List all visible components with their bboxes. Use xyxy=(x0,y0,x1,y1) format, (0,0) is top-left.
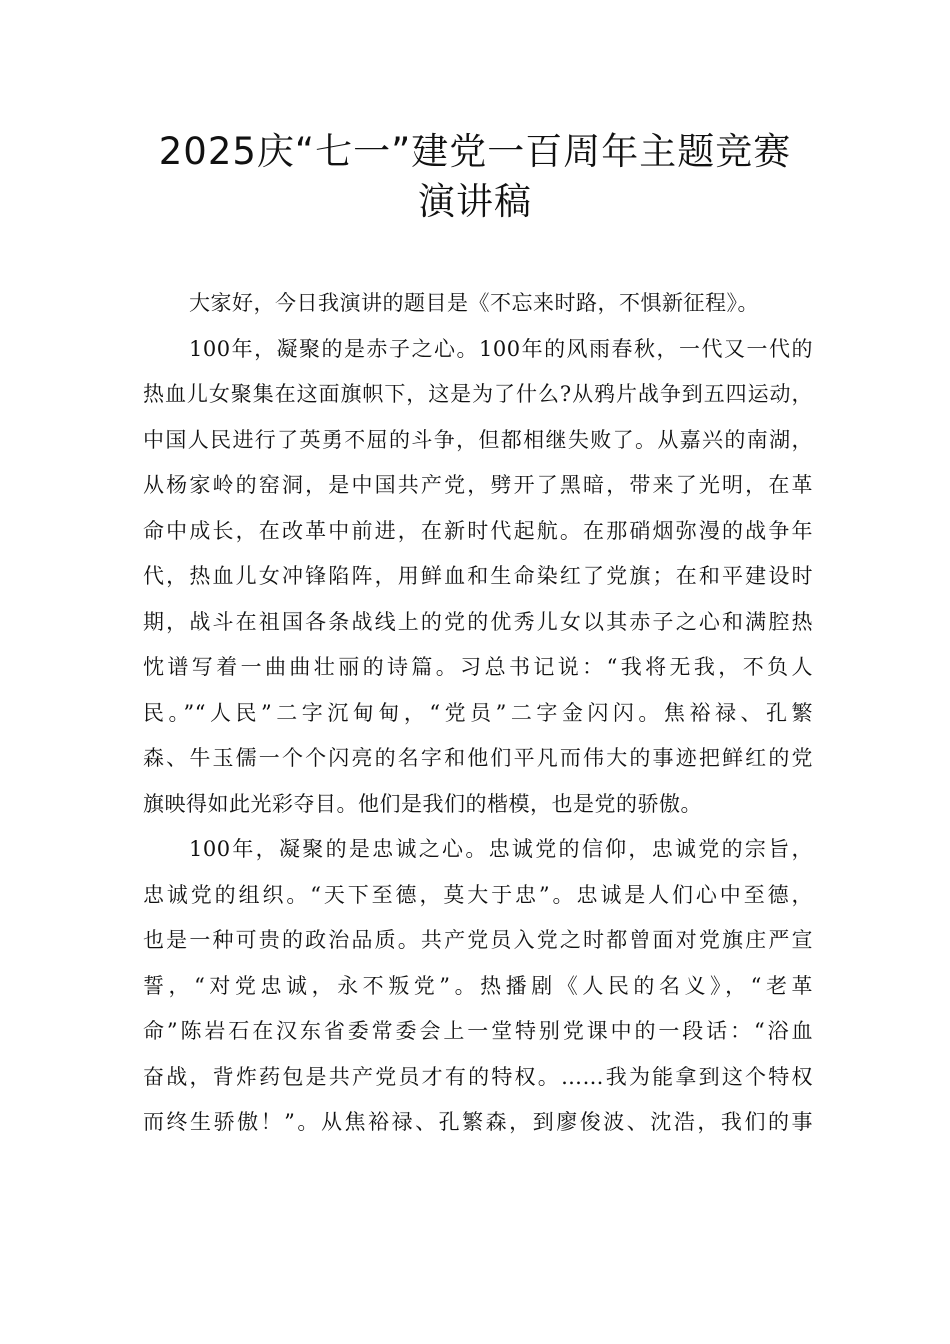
paragraph-line: 大家好，今日我演讲的题目是《不忘来时路，不惧新征程》。 xyxy=(189,291,759,315)
document-body xyxy=(143,281,813,1146)
title-line-2: 演讲稿 xyxy=(418,180,532,223)
paragraph-line: 命中成长，在改革中前进，在新时代起航。在那硝烟弥漫的战争年 xyxy=(143,518,813,543)
paragraph-line: 而终生骄傲！”。从焦裕禄、孔繁森，到廖俊波、沈浩，我们的事 xyxy=(143,1110,813,1134)
paragraph-line: 代，热血儿女冲锋陷阵，用鲜血和生命染红了党旗；在和平建设时 xyxy=(143,564,813,588)
paragraph-line: 森、牛玉儒一个个闪亮的名字和他们平凡而伟大的事迹把鲜红的党 xyxy=(143,746,813,770)
paragraph-line: 誓，“对党忠诚，永不叛党”。热播剧《人民的名义》，“老革 xyxy=(143,973,813,998)
paragraph-line: 中国人民进行了英勇不屈的斗争，但都相继失败了。从嘉兴的南湖， xyxy=(143,427,813,452)
paragraph-line: 100年，凝聚的是忠诚之心。忠诚党的信仰，忠诚党的宗旨， xyxy=(189,837,813,861)
paragraph-line: 命”陈岩石在汉东省委常委会上一堂特别党课中的一段话：“浴血 xyxy=(143,1019,813,1043)
title-line-1: 2025庆“七一”建党一百周年主题竞赛 xyxy=(158,130,792,173)
paragraph-line: 旗映得如此光彩夺目。他们是我们的楷模，也是党的骄傲。 xyxy=(143,791,702,816)
paragraph-line: 民。”“人民”二字沉甸甸，“党员”二字金闪闪。焦裕禄、孔繁 xyxy=(143,700,813,725)
paragraph-line: 忱谱写着一曲曲壮丽的诗篇。习总书记说：“我将无我，不负人 xyxy=(143,655,813,679)
paragraph-line: 忠诚党的组织。“天下至德，莫大于忠”。忠诚是人们心中至德， xyxy=(143,882,813,907)
paragraph-line: 热血儿女聚集在这面旗帜下，这是为了什么?从鸦片战争到五四运动， xyxy=(143,382,813,406)
paragraph-line: 从杨家岭的窑洞，是中国共产党，劈开了黑暗，带来了光明，在革 xyxy=(143,473,813,497)
paragraph-line: 奋战，背炸药包是共产党员才有的特权。……我为能拿到这个特权 xyxy=(143,1064,813,1089)
paragraph-line: 期，战斗在祖国各条战线上的党的优秀儿女以其赤子之心和满腔热 xyxy=(143,609,813,634)
document-title xyxy=(0,127,950,227)
paragraph-line: 也是一种可贵的政治品质。共产党员入党之时都曾面对党旗庄严宣 xyxy=(143,928,813,952)
paragraph-line: 100年，凝聚的是赤子之心。100年的风雨春秋，一代又一代的 xyxy=(189,336,813,361)
